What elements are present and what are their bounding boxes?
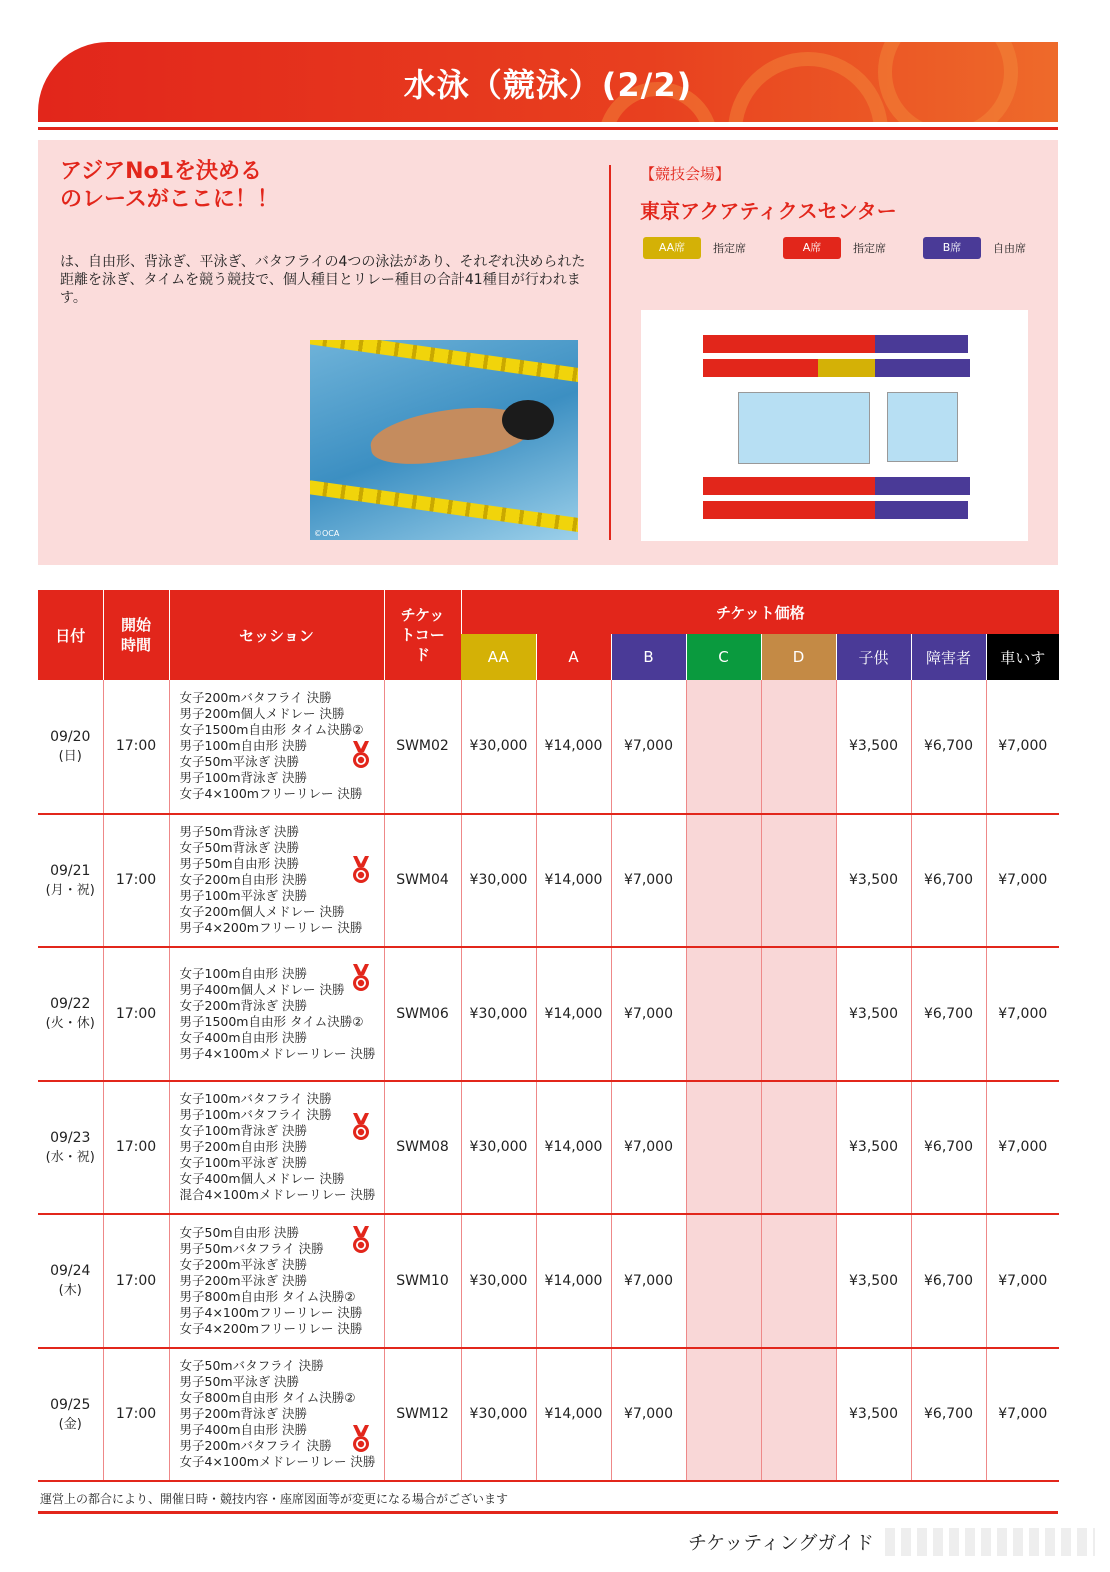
session-cell — [169, 680, 384, 814]
header-price-col: 障害者 — [911, 634, 986, 680]
seat-block-b — [875, 335, 968, 353]
price-cell: ¥7,000 — [611, 680, 686, 814]
price-cell: ¥7,000 — [986, 1214, 1059, 1348]
seating-map — [641, 310, 1028, 541]
event-item: 女子200m平泳ぎ 決勝 — [179, 1256, 308, 1272]
price-cell — [686, 680, 761, 814]
date-cell — [38, 1348, 103, 1482]
price-cell: ¥6,700 — [911, 680, 986, 814]
ticket-code: SWM04 — [384, 814, 461, 948]
price-cell: ¥30,000 — [461, 947, 536, 1081]
medal-icon — [352, 1112, 370, 1142]
price-cell: ¥30,000 — [461, 814, 536, 948]
legend-swatch: B席 — [923, 237, 981, 259]
weekday: (月・祝) — [45, 882, 95, 898]
event-item: 女子1500m自由形 タイム決勝② — [179, 722, 364, 738]
medal-icon — [352, 1225, 370, 1255]
table-row — [38, 680, 1059, 814]
event-item: 男子4×100mメドレーリレー 決勝 — [179, 1045, 376, 1061]
price-cell: ¥7,000 — [986, 680, 1059, 814]
event-item: 男子400m自由形 決勝 — [179, 1422, 308, 1438]
event-item: 混合4×100mメドレーリレー 決勝 — [179, 1187, 376, 1203]
price-cell — [761, 1214, 836, 1348]
catch-line: アジアNo1を決める — [60, 159, 262, 184]
event-item: 女子400m個人メドレー 決勝 — [179, 1171, 345, 1187]
event-item: 女子100m自由形 決勝 — [179, 965, 308, 981]
table-row — [38, 814, 1059, 948]
medal-icon — [352, 963, 370, 993]
event-item: 女子100m背泳ぎ 決勝 — [179, 1123, 308, 1139]
table-row — [38, 1348, 1059, 1482]
event-item: 女子400m自由形 決勝 — [179, 1029, 308, 1045]
date-cell — [38, 1214, 103, 1348]
event-item: 男子4×100mフリーリレー 決勝 — [179, 1304, 363, 1320]
price-cell: ¥6,700 — [911, 1214, 986, 1348]
diving-pool — [887, 392, 958, 462]
date-cell — [38, 680, 103, 814]
event-item: 男子200m自由形 決勝 — [179, 1139, 308, 1155]
price-cell: ¥7,000 — [986, 1348, 1059, 1482]
price-cell: ¥7,000 — [611, 1214, 686, 1348]
event-item: 男子50m平泳ぎ 決勝 — [179, 1374, 300, 1390]
weekday: (日) — [58, 748, 82, 764]
price-cell: ¥7,000 — [986, 1081, 1059, 1215]
price-cell: ¥14,000 — [536, 1081, 611, 1215]
swimmer-photo — [310, 340, 578, 540]
event-item: 女子200m自由形 決勝 — [179, 872, 308, 888]
price-cell: ¥14,000 — [536, 814, 611, 948]
price-cell: ¥3,500 — [836, 814, 911, 948]
date: 09/25 — [50, 1396, 91, 1413]
session-cell — [169, 1214, 384, 1348]
event-item: 女子100mバタフライ 決勝 — [179, 1091, 332, 1107]
table-row — [38, 947, 1059, 1081]
price-cell: ¥3,500 — [836, 947, 911, 1081]
date-cell — [38, 814, 103, 948]
price-cell: ¥7,000 — [611, 1081, 686, 1215]
price-cell — [686, 1081, 761, 1215]
price-cell: ¥7,000 — [986, 814, 1059, 948]
footer-title: チケッティングガイド — [688, 1532, 874, 1554]
schedule-table — [38, 590, 1059, 1482]
header-code: チケットコード — [384, 590, 461, 680]
photo-credit: ©OCA — [314, 529, 340, 538]
event-item: 女子800m自由形 タイム決勝② — [179, 1390, 356, 1406]
time-cell: 17:00 — [103, 947, 169, 1081]
price-cell: ¥6,700 — [911, 1348, 986, 1482]
legend-a — [783, 237, 923, 259]
price-cell — [761, 947, 836, 1081]
price-cell — [686, 814, 761, 948]
price-cell: ¥30,000 — [461, 680, 536, 814]
price-cell: ¥7,000 — [986, 947, 1059, 1081]
event-item: 女子200m個人メドレー 決勝 — [179, 904, 345, 920]
event-item: 男子200m個人メドレー 決勝 — [179, 706, 345, 722]
ticket-code: SWM02 — [384, 680, 461, 814]
event-item: 女子100m平泳ぎ 決勝 — [179, 1155, 308, 1171]
event-item: 男子100m背泳ぎ 決勝 — [179, 770, 308, 786]
ticket-code: SWM06 — [384, 947, 461, 1081]
event-item: 男子50m背泳ぎ 決勝 — [179, 824, 300, 840]
weekday: (火・休) — [45, 1016, 95, 1032]
legend-b — [923, 237, 1063, 259]
vertical-divider — [609, 165, 611, 540]
seat-block-a — [703, 501, 875, 519]
price-cell: ¥14,000 — [536, 680, 611, 814]
weekday: (金) — [58, 1416, 82, 1432]
event-item: 男子50m自由形 決勝 — [179, 856, 300, 872]
event-item: 男子200m背泳ぎ 決勝 — [179, 1406, 308, 1422]
header-session: セッション — [169, 590, 384, 680]
session-cell — [169, 814, 384, 948]
price-cell: ¥30,000 — [461, 1081, 536, 1215]
seat-block-b — [875, 501, 968, 519]
price-cell: ¥3,500 — [836, 1081, 911, 1215]
price-cell: ¥3,500 — [836, 1214, 911, 1348]
date: 09/23 — [50, 1129, 91, 1146]
price-cell: ¥3,500 — [836, 1348, 911, 1482]
intro-panel — [38, 140, 1058, 565]
price-cell — [761, 1348, 836, 1482]
legend-type: 自由席 — [993, 242, 1026, 255]
price-cell — [761, 814, 836, 948]
seat-block-aa — [818, 359, 875, 377]
event-item: 男子200mバタフライ 決勝 — [179, 1438, 332, 1454]
event-item: 女子50mバタフライ 決勝 — [179, 1358, 324, 1374]
main-pool — [738, 392, 870, 464]
header-price-col: 子供 — [836, 634, 911, 680]
price-cell: ¥14,000 — [536, 1348, 611, 1482]
event-item: 男子4×200mフリーリレー 決勝 — [179, 920, 363, 936]
price-cell: ¥6,700 — [911, 814, 986, 948]
time-cell: 17:00 — [103, 1214, 169, 1348]
catch-line: のレースがここに！！ — [60, 187, 279, 212]
legend-swatch: AA席 — [643, 237, 701, 259]
header-price-col: AA — [461, 634, 536, 680]
price-cell: ¥3,500 — [836, 680, 911, 814]
table-row — [38, 1081, 1059, 1215]
change-notice: 運営上の都合により、開催日時・競技内容・座席図面等が変更になる場合がございます — [40, 1492, 509, 1506]
divider — [38, 1511, 1058, 1514]
price-cell — [761, 1081, 836, 1215]
legend-swatch: A席 — [783, 237, 841, 259]
event-item: 女子200mバタフライ 決勝 — [179, 690, 332, 706]
event-item: 女子4×100mフリーリレー 決勝 — [179, 786, 363, 802]
seat-block-a — [703, 359, 818, 377]
table-row — [38, 1214, 1059, 1348]
time-cell: 17:00 — [103, 814, 169, 948]
price-cell — [686, 947, 761, 1081]
weekday: (木) — [58, 1283, 82, 1299]
header-price-col: 車いす — [986, 634, 1059, 680]
medal-icon — [352, 1424, 370, 1454]
page-title: 水泳（競泳）(2/2) — [403, 66, 693, 104]
header-date: 日付 — [38, 590, 103, 680]
event-item: 女子50m背泳ぎ 決勝 — [179, 840, 300, 856]
ticket-code: SWM12 — [384, 1348, 461, 1482]
date: 09/24 — [50, 1263, 91, 1280]
seat-legend — [643, 237, 1063, 259]
seat-block-a — [703, 477, 875, 495]
weekday: (水・祝) — [45, 1149, 95, 1165]
price-cell: ¥7,000 — [611, 1348, 686, 1482]
price-cell: ¥14,000 — [536, 947, 611, 1081]
date: 09/20 — [50, 728, 91, 745]
price-cell: ¥30,000 — [461, 1214, 536, 1348]
lane-rope — [310, 478, 578, 536]
catchphrase — [60, 158, 279, 214]
time-cell: 17:00 — [103, 1081, 169, 1215]
price-cell: ¥30,000 — [461, 1348, 536, 1482]
event-item: 男子100m自由形 決勝 — [179, 738, 308, 754]
header-price-col: A — [536, 634, 611, 680]
lane-rope — [310, 340, 578, 386]
ticket-code: SWM10 — [384, 1214, 461, 1348]
swim-cap — [502, 400, 554, 440]
price-cell: ¥7,000 — [611, 947, 686, 1081]
date-cell — [38, 1081, 103, 1215]
divider — [38, 127, 1058, 130]
medal-icon — [352, 855, 370, 885]
venue-label: 【競技会場】 — [640, 165, 731, 183]
price-cell: ¥14,000 — [536, 1214, 611, 1348]
legend-type: 指定席 — [713, 242, 746, 255]
header-price-col: B — [611, 634, 686, 680]
price-cell: ¥6,700 — [911, 947, 986, 1081]
medal-icon — [352, 740, 370, 770]
event-item: 女子4×200mフリーリレー 決勝 — [179, 1320, 363, 1336]
description: は、自由形、背泳ぎ、平泳ぎ、バタフライの4つの泳法があり、それぞれ決められた距離を泳ぎ、タイムを競う競技で、個人種目とリレー種目の合計41種目が行われます。 — [60, 254, 586, 306]
event-item: 男子400m個人メドレー 決勝 — [179, 981, 345, 997]
header-price-col: C — [686, 634, 761, 680]
legend-type: 指定席 — [853, 242, 886, 255]
header-price: チケット価格 — [461, 590, 1059, 634]
footer-decoration — [885, 1528, 1095, 1556]
header-price-col: D — [761, 634, 836, 680]
header-time: 開始時間 — [103, 590, 169, 680]
venue-name: 東京アクアティクスセンター — [640, 199, 897, 223]
session-cell — [169, 1081, 384, 1215]
seat-block-a — [703, 335, 875, 353]
event-item: 女子4×100mメドレーリレー 決勝 — [179, 1454, 376, 1470]
event-item: 男子50mバタフライ 決勝 — [179, 1240, 324, 1256]
price-cell: ¥7,000 — [611, 814, 686, 948]
session-cell — [169, 947, 384, 1081]
event-item: 女子200m背泳ぎ 決勝 — [179, 997, 308, 1013]
event-item: 男子100mバタフライ 決勝 — [179, 1107, 332, 1123]
time-cell: 17:00 — [103, 1348, 169, 1482]
price-cell — [686, 1214, 761, 1348]
title-banner — [38, 42, 1058, 122]
date: 09/21 — [50, 862, 91, 879]
event-item: 男子200m平泳ぎ 決勝 — [179, 1272, 308, 1288]
ticket-code: SWM08 — [384, 1081, 461, 1215]
event-item: 男子800m自由形 タイム決勝② — [179, 1288, 356, 1304]
event-item: 男子1500m自由形 タイム決勝② — [179, 1013, 364, 1029]
event-item: 女子50m自由形 決勝 — [179, 1224, 300, 1240]
date: 09/22 — [50, 996, 91, 1013]
price-cell — [686, 1348, 761, 1482]
price-cell — [761, 680, 836, 814]
event-item: 女子50m平泳ぎ 決勝 — [179, 754, 300, 770]
session-cell — [169, 1348, 384, 1482]
price-cell: ¥6,700 — [911, 1081, 986, 1215]
date-cell — [38, 947, 103, 1081]
seat-block-b — [875, 477, 970, 495]
event-item: 男子100m平泳ぎ 決勝 — [179, 888, 308, 904]
time-cell: 17:00 — [103, 680, 169, 814]
seat-block-b — [875, 359, 970, 377]
legend-aa — [643, 237, 783, 259]
